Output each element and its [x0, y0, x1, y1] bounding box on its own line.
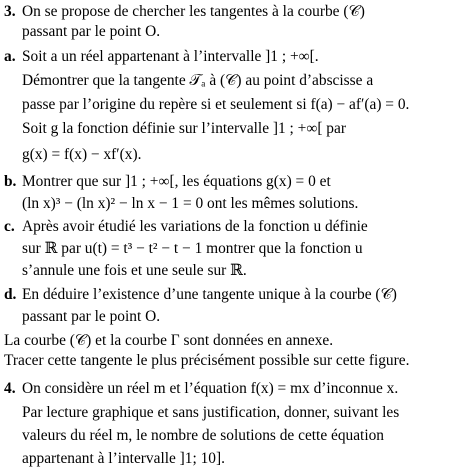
q3-number: 3.	[4, 3, 16, 20]
q3-intro-2: passant par le point O.	[22, 23, 161, 40]
q3d-text-2: passant par le point O.	[22, 308, 161, 325]
q4-text-2: Par lecture graphique et sans justification, donner, suivant les	[22, 404, 400, 421]
q3c-text-2: sur ℝ par u(t) = t³ − t² − t − 1 montrer que la fonction u	[22, 240, 363, 257]
q3c-text-1: Après avoir étudié les variations de la fonction u définie	[22, 218, 368, 235]
q4-text-4: appartenant à l’intervalle ]1; 10].	[22, 450, 225, 467]
q3b-number: b.	[4, 173, 17, 190]
q3b-text-2: (ln x)³ − (ln x)² − ln x − 1 = 0 ont les mêmes solutions.	[22, 195, 359, 212]
q3a-text-2: Démontrer que la tangente 𝒯ₐ à (𝒞) au point d’abscisse a	[22, 72, 374, 89]
q4-number: 4.	[4, 380, 16, 397]
q3a-text-4: Soit g la fonction définie sur l’intervalle ]1 ; +∞[ par	[22, 120, 346, 137]
q3b-text-1: Montrer que sur ]1 ; +∞[, les équations g(x) = 0 et	[22, 173, 331, 190]
q3a-text-3: passe par l’origine du repère si et seulement si f(a) − af′(a) = 0.	[22, 96, 410, 113]
q3d-number: d.	[4, 286, 17, 303]
q3d-text-1: En déduire l’existence d’une tangente unique à la courbe (𝒞)	[22, 286, 397, 303]
q3-outro-2: Tracer cette tangente le plus précisément possible sur cette figure.	[4, 352, 410, 369]
q3a-number: a.	[4, 48, 16, 65]
q3c-text-3: s’annule une fois et une seule sur ℝ.	[22, 262, 247, 279]
q3a-text-1: Soit a un réel appartenant à l’intervalle ]1 ; +∞[.	[22, 48, 319, 65]
q3-outro-1: La courbe (𝒞) et la courbe Γ sont données en annexe.	[4, 332, 334, 349]
q3-intro-1: On se propose de chercher les tangentes à la courbe (𝒞)	[22, 3, 365, 20]
q3a-text-5: g(x) = f(x) − xf′(x).	[22, 146, 142, 163]
q4-text-1: On considère un réel m et l’équation f(x) = mx d’inconnue x.	[22, 380, 399, 397]
q4-text-3: valeurs du réel m, le nombre de solutions de cette équation	[22, 427, 384, 444]
q3c-number: c.	[4, 218, 15, 235]
